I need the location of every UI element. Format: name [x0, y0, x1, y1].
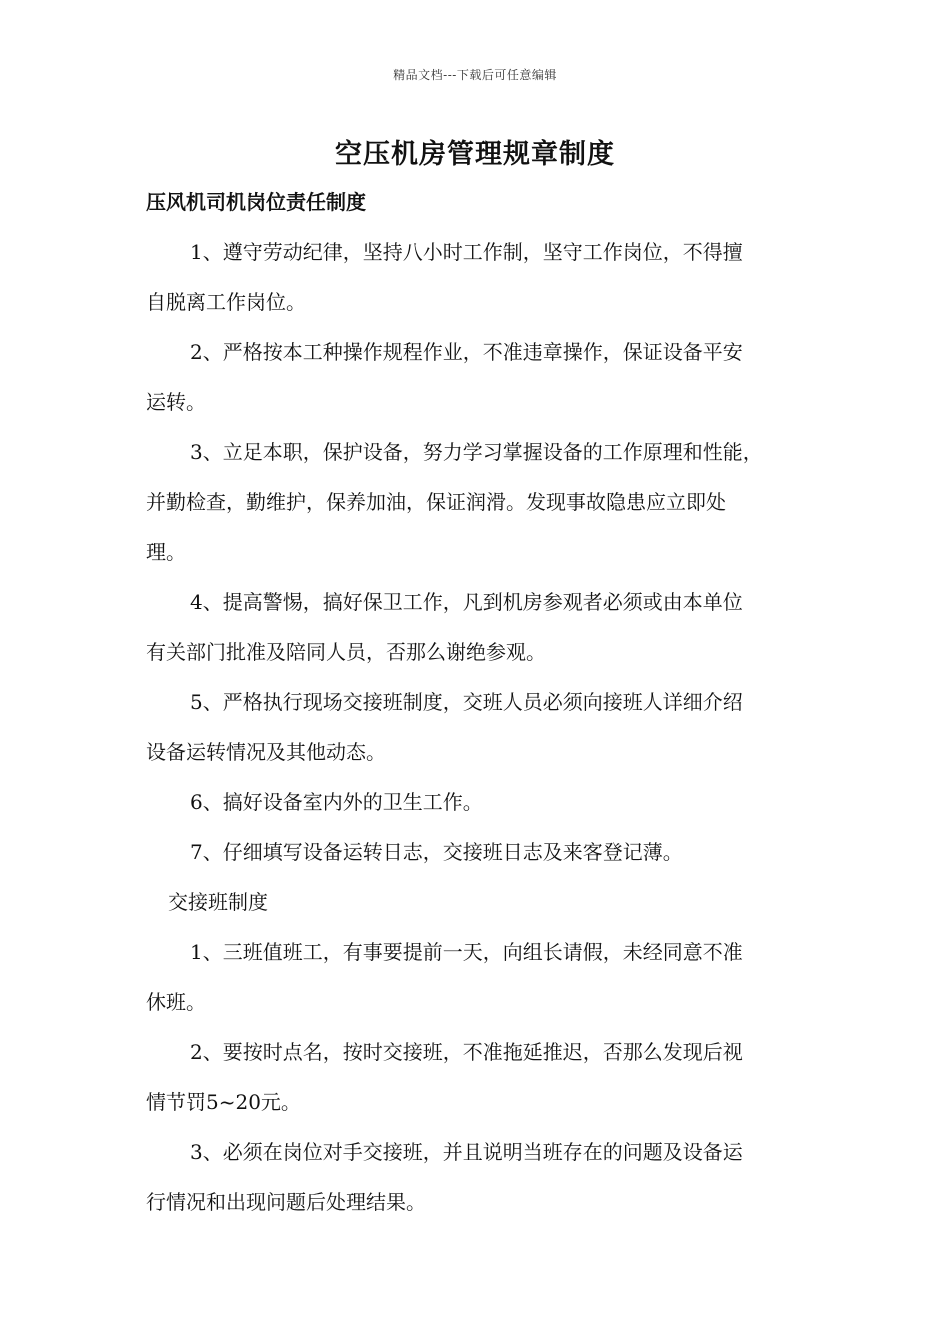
s1-item6-line1: 6、搞好设备室内外的卫生工作。: [190, 790, 483, 814]
s1-item3-line3: 理。: [146, 540, 186, 564]
document-title: 空压机房管理规章制度: [335, 139, 615, 170]
section-heading-shift-handover: 交接班制度: [168, 890, 268, 914]
section-heading-operator-duty: 压风机司机岗位责任制度: [146, 190, 366, 214]
s1-item7-line1: 7、仔细填写设备运转日志，交接班日志及来客登记薄。: [190, 840, 683, 864]
s2-item2-line2: 情节罚5~20元。: [146, 1090, 301, 1114]
s1-item3-line1: 3、立足本职，保护设备，努力学习掌握设备的工作原理和性能，: [190, 440, 763, 464]
s2-item1-line2: 休班。: [146, 990, 206, 1014]
s1-item4-line2: 有关部门批准及陪同人员，否那么谢绝参观。: [146, 640, 546, 664]
s1-item1-line1: 1、遵守劳动纪律，坚持八小时工作制，坚守工作岗位，不得擅: [190, 240, 743, 264]
s2-item2-line1: 2、要按时点名，按时交接班，不准拖延推迟，否那么发现后视: [190, 1040, 743, 1064]
s1-item2-line2: 运转。: [146, 390, 206, 414]
s1-item5-line2: 设备运转情况及其他动态。: [146, 740, 386, 764]
s1-item4-line1: 4、提高警惕，搞好保卫工作，凡到机房参观者必须或由本单位: [190, 590, 743, 614]
header-note: 精品文档---下载后可任意编辑: [393, 68, 557, 82]
s2-item3-line1: 3、必须在岗位对手交接班，并且说明当班存在的问题及设备运: [190, 1140, 743, 1164]
s1-item5-line1: 5、严格执行现场交接班制度，交班人员必须向接班人详细介绍: [190, 690, 743, 714]
s1-item1-line2: 自脱离工作岗位。: [146, 290, 306, 314]
s2-item3-line2: 行情况和出现问题后处理结果。: [146, 1190, 426, 1214]
s2-item1-line1: 1、三班值班工，有事要提前一天，向组长请假，未经同意不准: [190, 940, 743, 964]
s1-item2-line1: 2、严格按本工种操作规程作业，不准违章操作，保证设备平安: [190, 340, 743, 364]
s1-item3-line2: 并勤检查，勤维护，保养加油，保证润滑。发现事故隐患应立即处: [146, 490, 726, 514]
